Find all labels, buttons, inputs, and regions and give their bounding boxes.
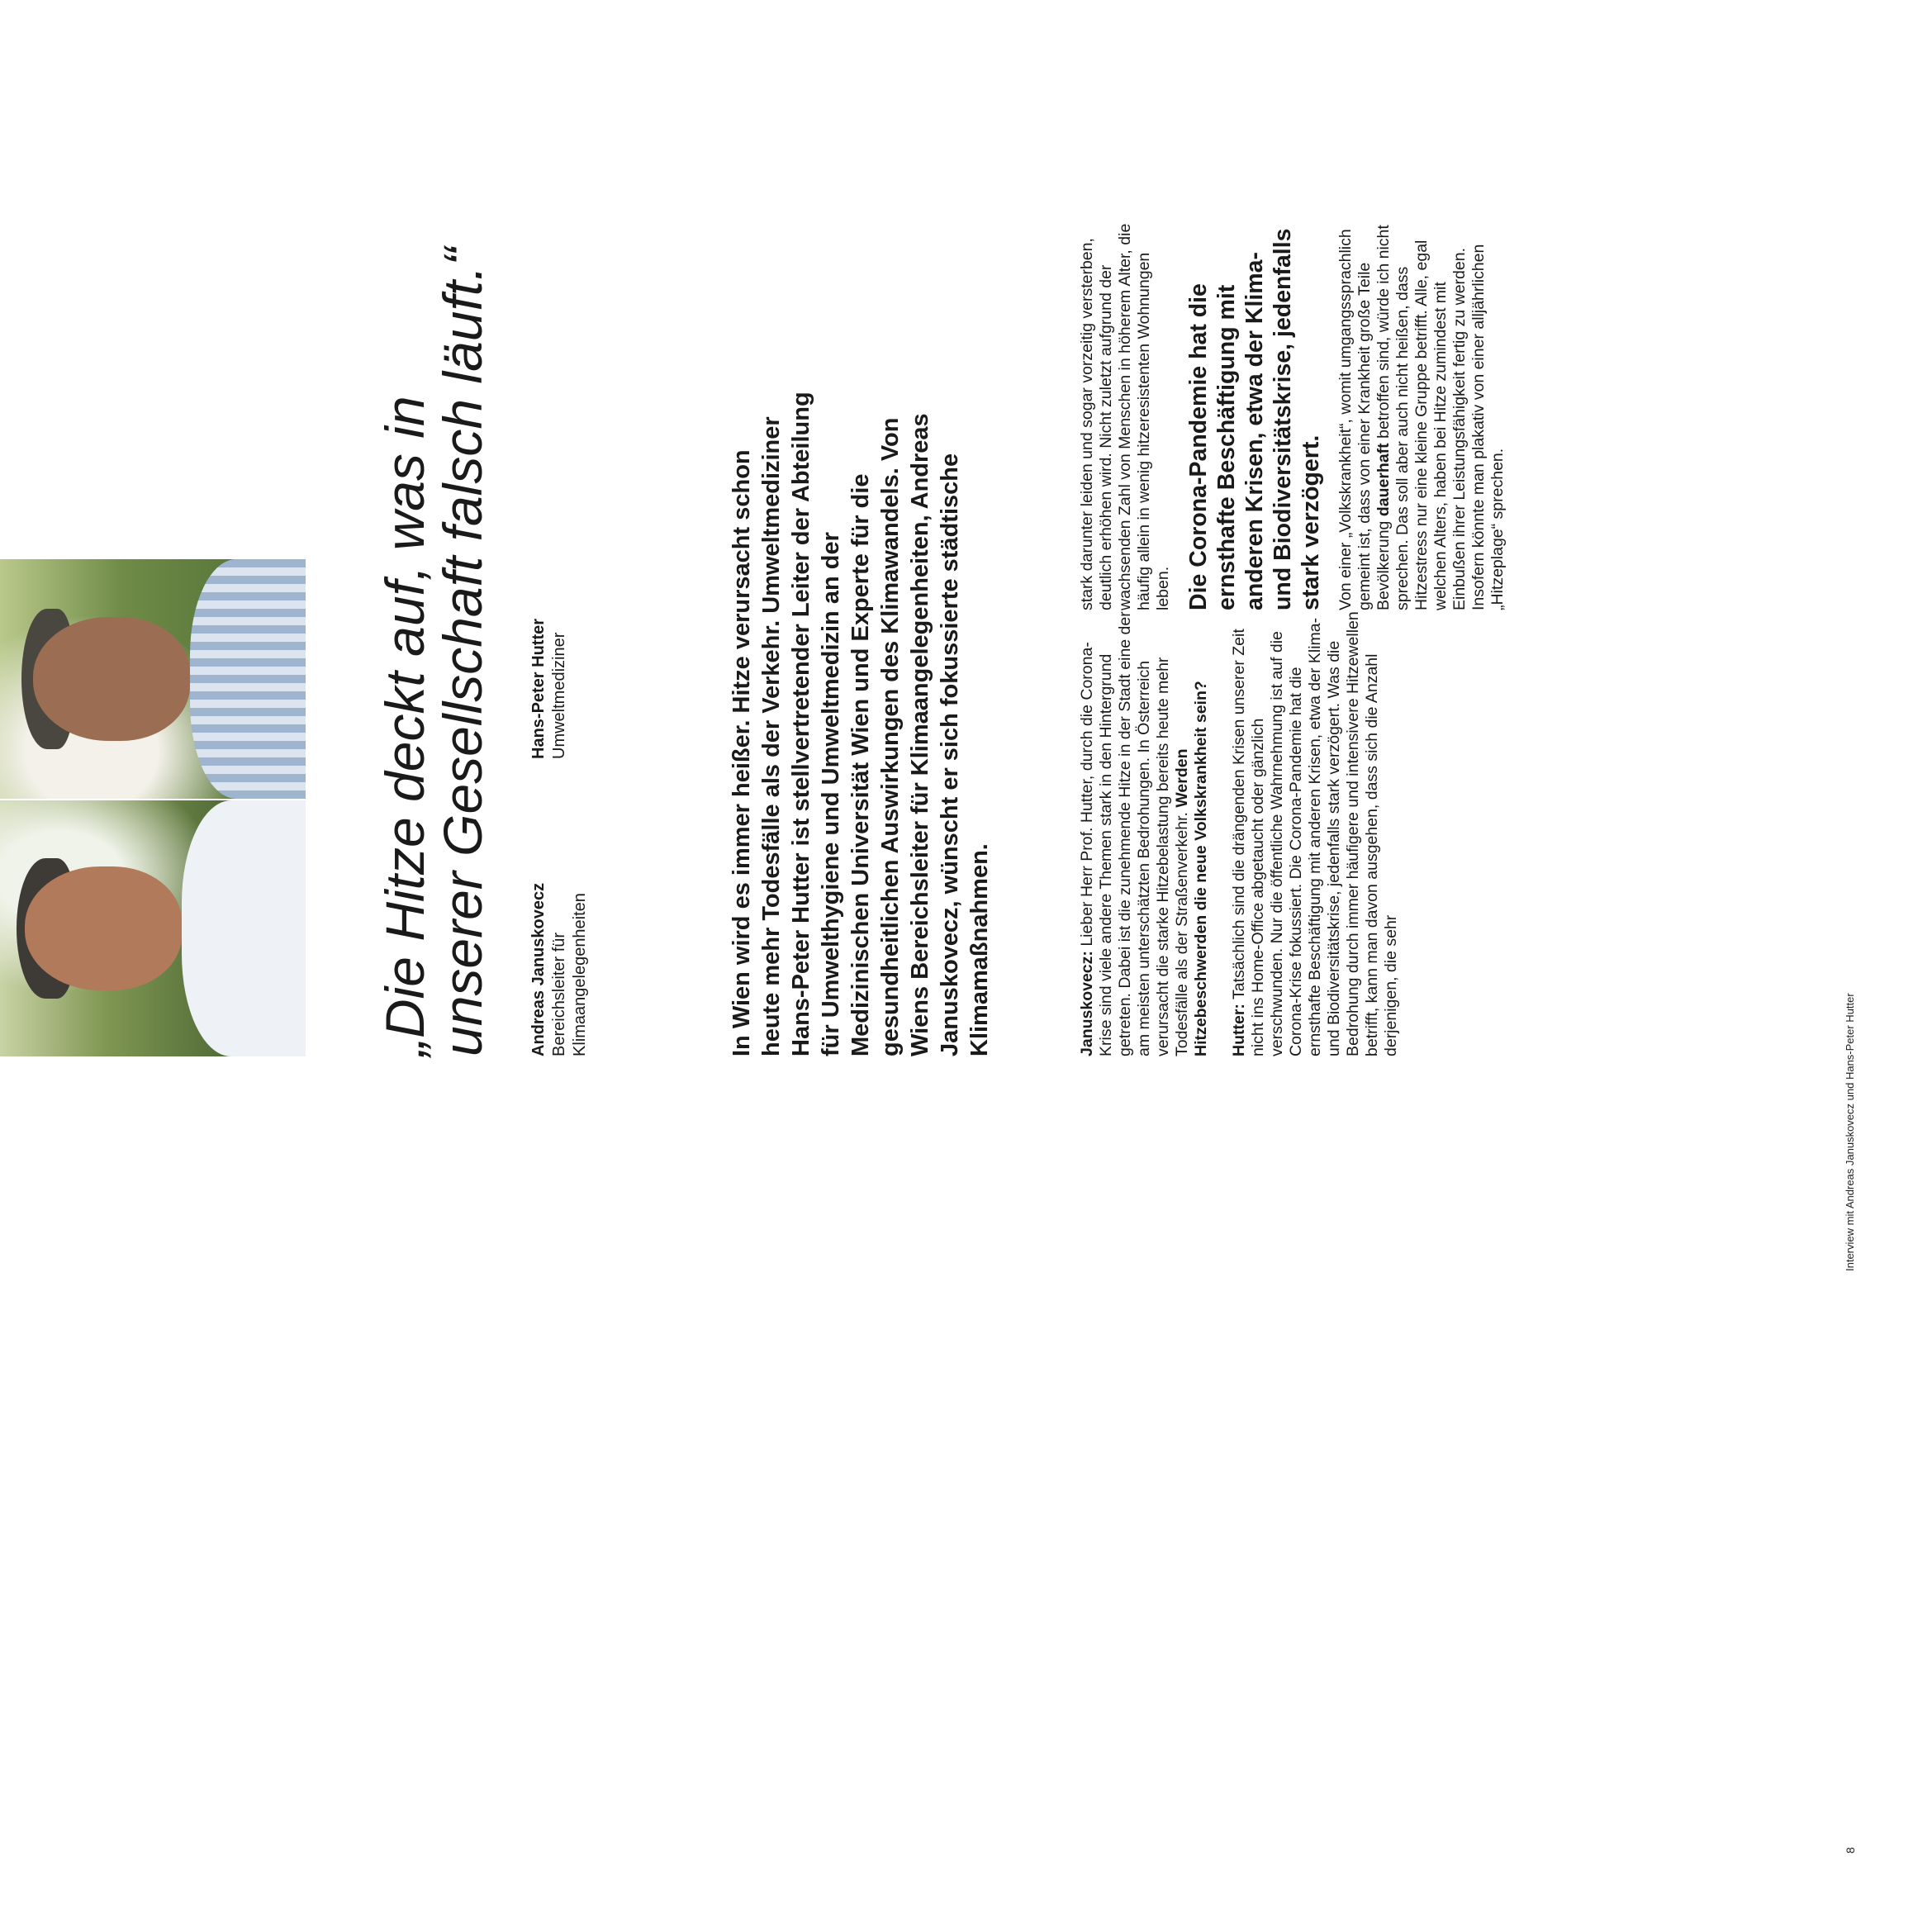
headline-quote: „Die Hitze deckt auf, was in unserer Gesellschaft falsch läuft.“ (374, 247, 493, 1056)
answer-continuation: stark darunter leiden und sogar vorzeitig versterben, deutlich erhöhen wird. Nicht zuletzt aufgrund der wachsenden Zahl von Menschen in höherem Alter, die häufig allein in wenig hitzeresistenten Wohnungen leben. (1078, 223, 1172, 610)
person-name: Andreas Januskovecz (529, 882, 548, 1056)
portrait-photo-januskovecz (0, 800, 306, 1056)
page-number: 8 (1844, 1847, 1857, 1854)
answer-paragraph (1230, 610, 1401, 1056)
lead-paragraph: In Wien wird es immer heißer. Hitze verursacht schon heute mehr Todesfälle als der Verkehr. Umweltmediziner Hans-Peter Hutter ist stellvertretender Leiter der Abteilung für Umwelthygiene und Umweltmedizin an der Medizinischen Universität Wien und Experte für die gesundheitlichen Auswirkungen des Klimawandels. Von Wiens Bereichsleiter für Klimaangelegenheiten, Andreas Januskovecz, wünscht er sich fokussierte städtische Klimamaßnahmen. (729, 392, 993, 1056)
person-role: Klimaangelegenheiten (571, 893, 589, 1056)
pull-quote: Die Corona-Pandemie hat die ernsthafte Beschäftigung mit anderen Krisen, etwa der Klima- und Biodiversitätskrise, jedenfalls stark verzögert. (1185, 228, 1324, 610)
interview-column-left (1078, 610, 1420, 1056)
answer-text: Tatsächlich sind die drängenden Krisen unserer Zeit nicht ins Home-Office abgetaucht oder gänzlich verschwunden. Nur die öffentliche Wahrnehmung ist auf die Corona-Krise fokussiert. Die Corona-Pandemie hat die ernsthafte Beschäftigung mit anderen Krisen, etwa der Klima- und Biodiversitätskrise, jedenfalls stark verzögert. Was die Bedrohung durch immer häufigere und intensivere Hitzewellen betrifft, kann man davon ausgehen, dass sich die Anzahl derjenigen, die sehr (1230, 611, 1400, 1056)
person-role: Bereichsleiter für (550, 932, 568, 1056)
portrait-photo-hutter (0, 559, 306, 799)
answer-text: Von einer „Volkskrankheit“, womit umgangssprachlich gemeint ist, dass von einer Krankheit große Teile Bevölkerung (1336, 229, 1393, 610)
footer-credit: Interview mit Andreas Januskovecz und Hans-Peter Hutter (1844, 993, 1856, 1271)
speaker-label: Hutter: (1230, 1004, 1248, 1056)
answer-bold: dauerhaft (1374, 443, 1393, 517)
rotated-page (0, 223, 1932, 1932)
person-caption-januskovecz (529, 784, 591, 1056)
question-bold: Werden Hitzebeschwerden die neue Volkskrankheit sein? (1173, 681, 1210, 1056)
speaker-label: Januskovecz: (1078, 951, 1096, 1056)
question-text: Lieber Herr Prof. Hutter, durch die Corona-Krise sind viele andere Themen stark in den Hintergrund getreten. Dabei ist die zunehmende Hitze in der Stadt eine der am meisten unterschätzten Bedrohungen. In Österreich verursacht die starke Hitzebelastung bereits heute mehr Todesfälle als der Straßenverkehr. (1078, 611, 1191, 1056)
answer-text: betroffen sind, würde ich nicht sprechen. Das soll aber auch nicht heißen, dass Hitzestress nur eine kleine Gruppe betrifft. Alle, egal welchen Alters, haben bei Hitze zumindest mit Einbußen ihrer Leistungsfähigkeit fertig zu werden. Insofern könnte man plakativ von einer alljährlichen „Hitzeplage“ sprechen. (1374, 225, 1507, 610)
question-paragraph (1078, 610, 1211, 1056)
person-caption-hutter (529, 577, 570, 759)
interview-column-right (1078, 214, 1507, 610)
person-name: Hans-Peter Hutter (529, 618, 548, 759)
person-role: Umweltmediziner (550, 632, 568, 759)
answer-paragraph-2 (1336, 214, 1507, 610)
